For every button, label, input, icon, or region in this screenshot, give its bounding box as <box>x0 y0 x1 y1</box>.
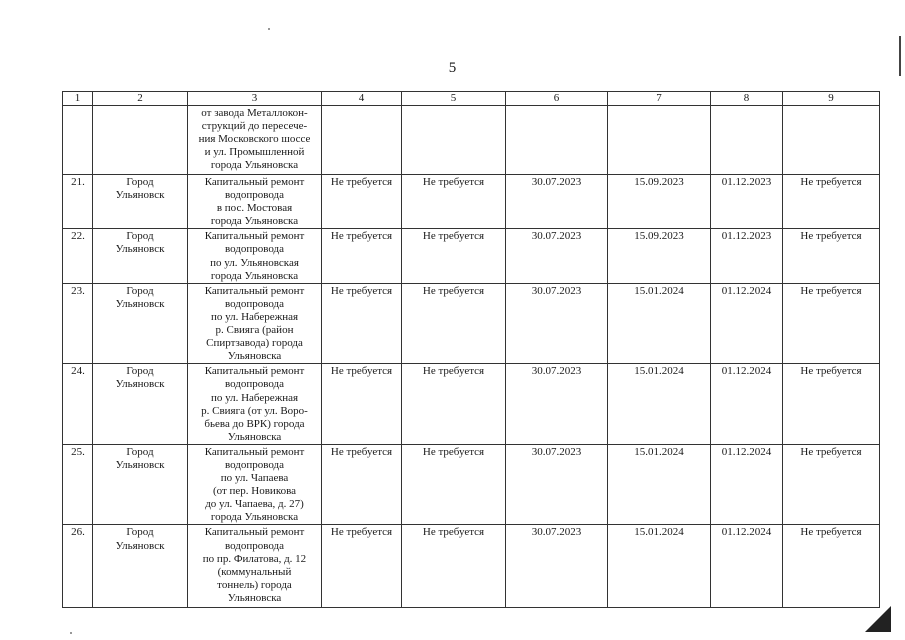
col6-date-cell: 30.07.2023 <box>506 283 608 364</box>
col8-date-cell: 01.12.2024 <box>711 283 783 364</box>
col7-date-cell: 15.09.2023 <box>608 229 711 283</box>
col8-date-cell: 01.12.2023 <box>711 229 783 283</box>
column-header: 5 <box>402 92 506 106</box>
row-number: 23. <box>63 283 93 364</box>
col5-cell: Не требуется <box>402 364 506 445</box>
locality-cell: Город Ульяновск <box>93 364 188 445</box>
table-row <box>63 525 880 608</box>
row-number: 26. <box>63 525 93 608</box>
table-row <box>63 364 880 445</box>
row-number: 24. <box>63 364 93 445</box>
locality-cell: Город Ульяновск <box>93 229 188 283</box>
page-number: 5 <box>448 60 457 76</box>
work-description-cell: от завода Металлокон- струкций до пересече- ния Московского шоссе и ул. Промышленной города Ульяновска <box>188 106 322 175</box>
column-header: 8 <box>711 92 783 106</box>
col7-date-cell: 15.01.2024 <box>608 364 711 445</box>
col8-date-cell <box>711 106 783 175</box>
column-header: 9 <box>783 92 880 106</box>
col6-date-cell: 30.07.2023 <box>506 525 608 608</box>
col6-date-cell: 30.07.2023 <box>506 229 608 283</box>
col4-cell: Не требуется <box>322 525 402 608</box>
col7-date-cell: 15.01.2024 <box>608 283 711 364</box>
column-header: 7 <box>608 92 711 106</box>
column-header: 4 <box>322 92 402 106</box>
col8-date-cell: 01.12.2024 <box>711 444 783 525</box>
col5-cell: Не требуется <box>402 444 506 525</box>
locality-cell: Город Ульяновск <box>93 175 188 229</box>
work-description-cell: Капитальный ремонт водопровода по пр. Филатова, д. 12 (коммунальный тоннель) города Ульяновска <box>188 525 322 608</box>
locality-cell: Город Ульяновск <box>93 283 188 364</box>
col7-date-cell: 15.09.2023 <box>608 175 711 229</box>
table-row <box>63 175 880 229</box>
locality-cell <box>93 106 188 175</box>
col9-cell: Не требуется <box>783 444 880 525</box>
schedule-table <box>62 91 880 608</box>
locality-cell: Город Ульяновск <box>93 525 188 608</box>
row-number <box>63 106 93 175</box>
col5-cell: Не требуется <box>402 229 506 283</box>
scan-speck <box>70 632 72 634</box>
table-row <box>63 283 880 364</box>
table-body <box>63 106 880 608</box>
col9-cell <box>783 106 880 175</box>
work-description-cell: Капитальный ремонт водопровода по ул. Чапаева (от пер. Новикова до ул. Чапаева, д. 27) города Ульяновска <box>188 444 322 525</box>
table-row <box>63 229 880 283</box>
locality-cell: Город Ульяновск <box>93 444 188 525</box>
col7-date-cell: 15.01.2024 <box>608 525 711 608</box>
col7-date-cell <box>608 106 711 175</box>
column-header: 3 <box>188 92 322 106</box>
col4-cell <box>322 106 402 175</box>
work-description-cell: Капитальный ремонт водопровода по ул. Набережная р. Свияга (район Спиртзавода) города Ульяновска <box>188 283 322 364</box>
work-description-cell: Капитальный ремонт водопровода по ул. Ульяновская города Ульяновска <box>188 229 322 283</box>
col9-cell: Не требуется <box>783 364 880 445</box>
column-header: 6 <box>506 92 608 106</box>
col5-cell: Не требуется <box>402 175 506 229</box>
table-row <box>63 444 880 525</box>
col9-cell: Не требуется <box>783 175 880 229</box>
col6-date-cell: 30.07.2023 <box>506 444 608 525</box>
col9-cell: Не требуется <box>783 525 880 608</box>
scan-edge-mark <box>899 36 901 76</box>
col8-date-cell: 01.12.2024 <box>711 525 783 608</box>
col4-cell: Не требуется <box>322 444 402 525</box>
col5-cell: Не требуется <box>402 283 506 364</box>
col6-date-cell: 30.07.2023 <box>506 364 608 445</box>
column-header: 2 <box>93 92 188 106</box>
header-row <box>63 92 880 106</box>
col6-date-cell: 30.07.2023 <box>506 175 608 229</box>
col4-cell: Не требуется <box>322 175 402 229</box>
col5-cell <box>402 106 506 175</box>
col5-cell: Не требуется <box>402 525 506 608</box>
row-number: 25. <box>63 444 93 525</box>
col6-date-cell <box>506 106 608 175</box>
scan-corner-mark <box>865 606 891 632</box>
col9-cell: Не требуется <box>783 229 880 283</box>
col8-date-cell: 01.12.2023 <box>711 175 783 229</box>
col8-date-cell: 01.12.2024 <box>711 364 783 445</box>
scan-speck <box>268 28 270 30</box>
col4-cell: Не требуется <box>322 229 402 283</box>
row-number: 22. <box>63 229 93 283</box>
work-description-cell: Капитальный ремонт водопровода по ул. Набережная р. Свияга (от ул. Воро- бьева до ВРК) города Ульяновска <box>188 364 322 445</box>
row-number: 21. <box>63 175 93 229</box>
column-header: 1 <box>63 92 93 106</box>
table-row <box>63 106 880 175</box>
col4-cell: Не требуется <box>322 283 402 364</box>
work-description-cell: Капитальный ремонт водопровода в пос. Мостовая города Ульяновска <box>188 175 322 229</box>
col4-cell: Не требуется <box>322 364 402 445</box>
col9-cell: Не требуется <box>783 283 880 364</box>
col7-date-cell: 15.01.2024 <box>608 444 711 525</box>
